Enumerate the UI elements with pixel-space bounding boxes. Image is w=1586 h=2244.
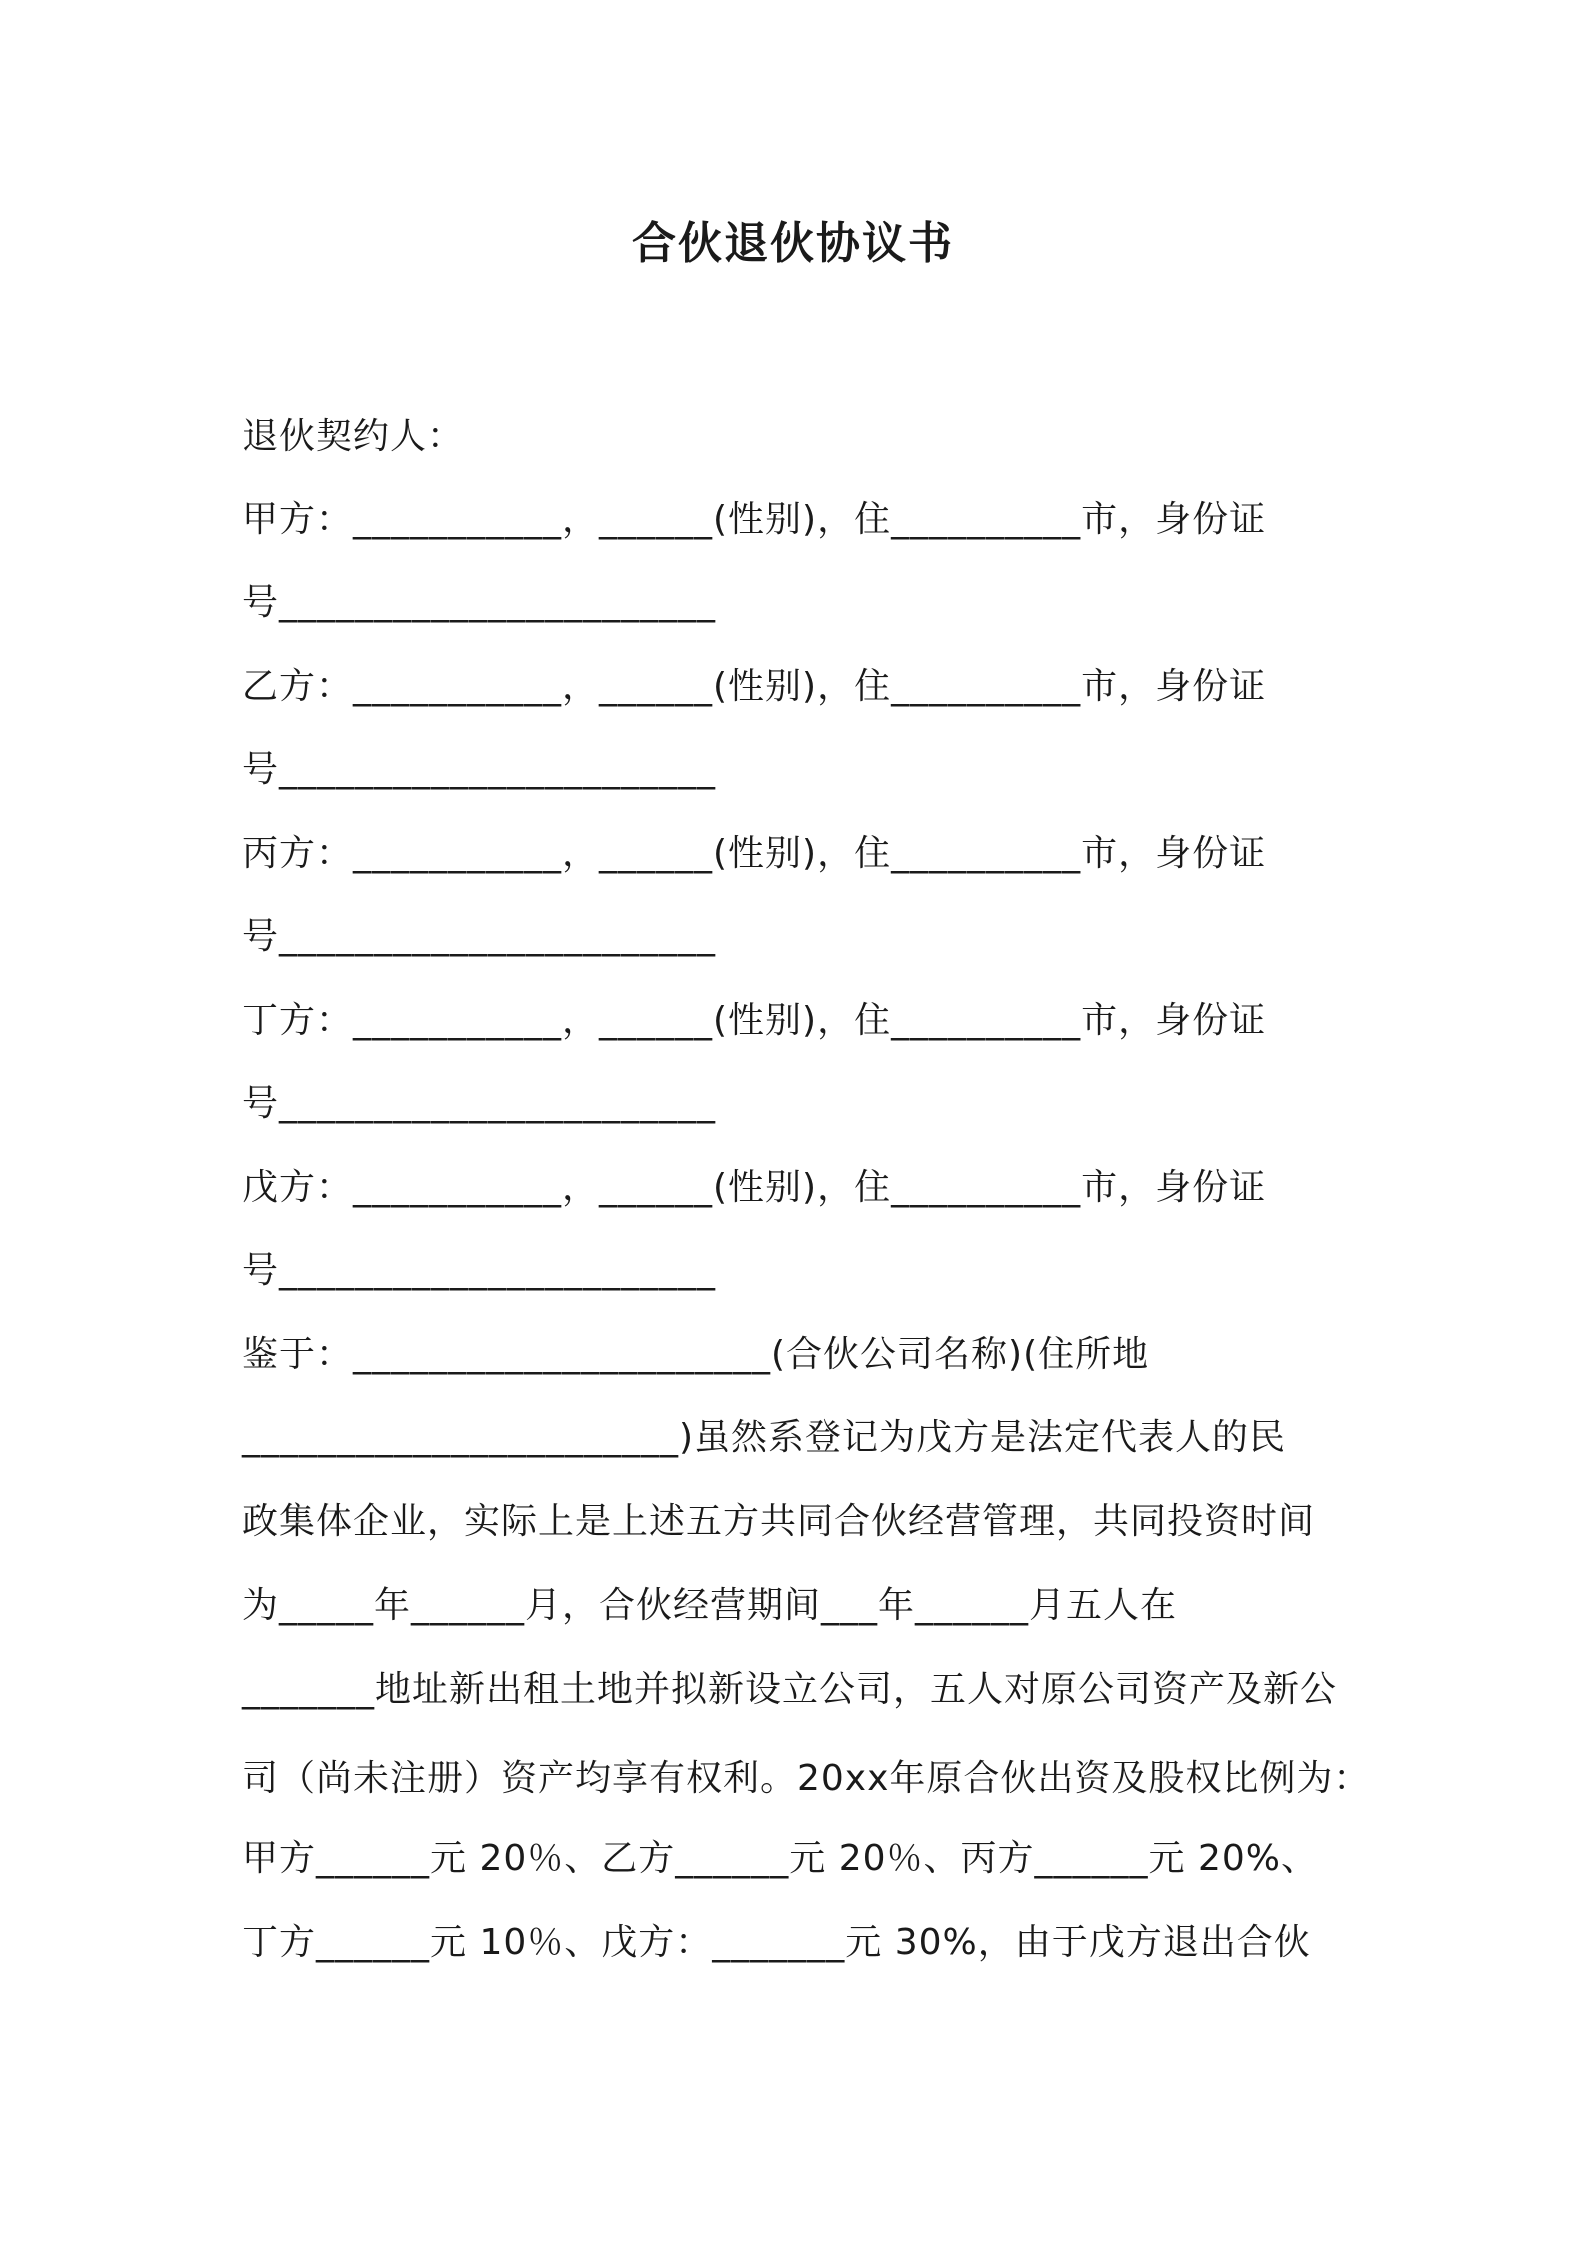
text-line-body-3: 为_____年______月，合伙经营期间___年______月五人在 — [242, 1585, 1178, 1626]
text-line-whereas: 鉴于：______________________(合伙公司名称)(住所地 — [242, 1334, 1150, 1375]
text-line-party-c: 丙方：___________，______(性别)，住__________市，身份证 — [242, 833, 1267, 874]
text-line-body-7: 丁方______元 10％、戊方：_______元 30%，由于戊方退出合伙 — [242, 1922, 1311, 1963]
text-line-party-d-id: 号_______________________ — [242, 1083, 716, 1124]
text-line-party-b: 乙方：___________，______(性别)，住__________市，身份证 — [242, 666, 1267, 707]
text-line-party-a: 甲方：___________，______(性别)，住__________市，身份证 — [242, 499, 1267, 540]
text-line-body-4: _______地址新出租土地并拟新设立公司，五人对原公司资产及新公 — [242, 1669, 1338, 1710]
text-line-party-c-id: 号_______________________ — [242, 916, 716, 957]
text-line-body-1: _______________________)虽然系登记为戊方是法定代表人的民 — [242, 1417, 1287, 1458]
text-line-parties-heading: 退伙契约人： — [242, 416, 465, 457]
text-line-body-2: 政集体企业，实际上是上述五方共同合伙经营管理，共同投资时间 — [242, 1501, 1316, 1542]
text-line-party-a-id: 号_______________________ — [242, 582, 716, 623]
text-line-party-d: 丁方：___________，______(性别)，住__________市，身份证 — [242, 1000, 1267, 1041]
text-line-party-b-id: 号_______________________ — [242, 749, 716, 790]
document-title: 合伙退伙协议书 — [632, 218, 954, 269]
text-line-party-e-id: 号_______________________ — [242, 1250, 716, 1291]
text-line-party-e: 戊方：___________，______(性别)，住__________市，身份证 — [242, 1167, 1267, 1208]
text-line-body-5: 司（尚未注册）资产均享有权利。20xx年原合伙出资及股权比例为： — [242, 1758, 1371, 1799]
text-line-body-6: 甲方______元 20％、乙方______元 20％、丙方______元 20%、 — [242, 1838, 1318, 1879]
